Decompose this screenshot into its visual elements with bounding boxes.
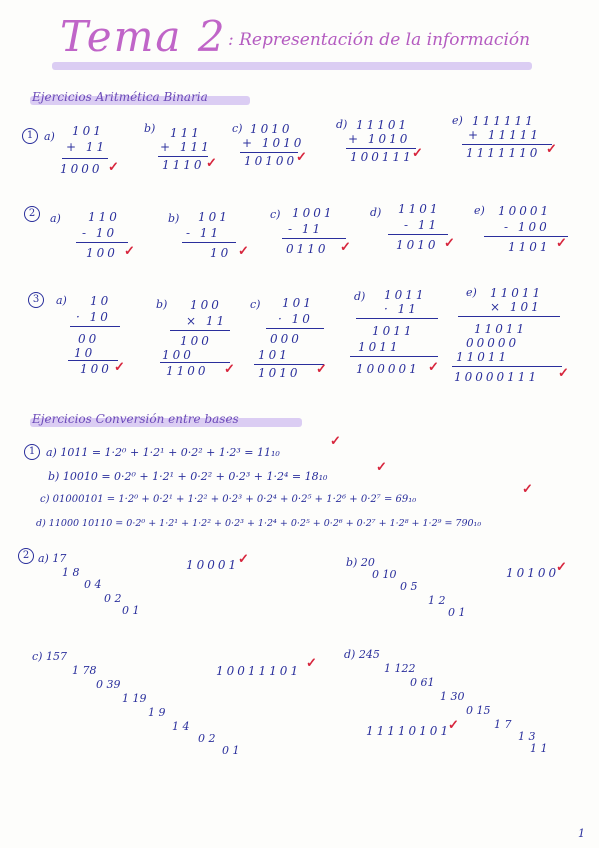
conv2-a-step: 0 1: [122, 604, 140, 617]
ex1-e-row2: + 11111: [468, 128, 542, 142]
ex3-e-result: 10000111: [454, 370, 540, 384]
ex2-c-label: c): [270, 208, 281, 221]
ex3-e-row4: 00000: [466, 336, 520, 350]
ex3-a-row4: 10: [74, 346, 96, 360]
ex3-d-rule: [356, 318, 438, 319]
ex3-e-rule: [458, 316, 560, 317]
conv2-c-step: 0 1: [222, 744, 240, 757]
check-icon: ✓: [330, 434, 341, 449]
conv2-d-step: 1 122: [384, 662, 416, 675]
ex3-e-label: e): [466, 286, 477, 299]
ex3-d-row1: 1011: [384, 288, 427, 302]
ex3-number: 3: [28, 292, 44, 308]
check-icon: ✓: [546, 142, 557, 157]
ex3-b-rule2: [160, 362, 230, 363]
ex1-a-label: a): [44, 130, 55, 143]
conv2-d-step: 1 30: [440, 690, 465, 703]
ex1-e-row1: 111111: [472, 114, 536, 128]
ex2-b-label: b): [168, 212, 180, 225]
ex2-d-row1: 1101: [398, 202, 441, 216]
ex3-e-row1: 11011: [490, 286, 544, 300]
conv2-number: 2: [18, 548, 34, 564]
ex3-b-row2: × 11: [186, 314, 228, 328]
ex1-c-label: c): [232, 122, 243, 135]
ex3-d-label: d): [354, 290, 366, 303]
ex2-e-row1: 10001: [498, 204, 552, 218]
ex3-b-row1: 100: [190, 298, 222, 312]
ex1-number: 1: [22, 128, 38, 144]
ex3-a-row1: 10: [90, 294, 112, 308]
ex2-e-label: e): [474, 204, 485, 217]
ex3-d-row2: · 11: [384, 302, 419, 316]
conv2-a-step: 1 8: [62, 566, 80, 579]
ex2-a-label: a): [50, 212, 61, 225]
conv1-a: a) 1011 = 1·2⁰ + 1·2¹ + 0·2² + 1·2³ = 11₁₀: [46, 446, 280, 459]
ex2-d-rule: [388, 234, 448, 235]
ex2-c-rule: [282, 238, 346, 239]
ex3-d-row3: 1011: [372, 324, 415, 338]
ex2-b-row2: - 11: [186, 226, 222, 240]
check-icon: ✓: [412, 146, 423, 161]
ex1-c-row2: + 1010: [242, 136, 305, 150]
ex1-d-rule: [346, 148, 416, 149]
check-icon: ✓: [558, 366, 569, 381]
ex3-c-label: c): [250, 298, 261, 311]
ex2-b-row1: 101: [198, 210, 230, 224]
ex1-c-rule: [240, 152, 298, 153]
ex1-a-result: 1000: [60, 162, 103, 176]
conv2-c-step: 1 4: [172, 720, 190, 733]
ex2-a-rule: [76, 242, 128, 243]
ex1-e-label: e): [452, 114, 463, 127]
ex3-a-rule2: [68, 360, 118, 361]
ex3-d-rule2: [350, 356, 438, 357]
ex3-e-row3: 11011: [474, 322, 528, 336]
conv1-number: 1: [24, 444, 40, 460]
ex3-b-rule: [170, 330, 230, 331]
conv2-b-step: 0 5: [400, 580, 418, 593]
ex2-d-result: 1010: [396, 238, 439, 252]
conv2-b-result: 10100: [506, 566, 560, 580]
ex1-b-rule: [158, 156, 208, 157]
ex1-d-row2: + 1010: [348, 132, 411, 146]
ex1-d-label: d): [336, 118, 348, 131]
conv2-c-step: 1 78: [72, 664, 97, 677]
ex3-d-result: 100001: [356, 362, 420, 376]
ex3-a-label: a): [56, 294, 67, 307]
ex1-c-row1: 1010: [250, 122, 293, 136]
ex3-e-rule2: [452, 366, 562, 367]
check-icon: ✓: [108, 160, 119, 175]
check-icon: ✓: [114, 360, 125, 375]
check-icon: ✓: [448, 718, 459, 733]
check-icon: ✓: [376, 460, 387, 475]
ex3-e-row2: × 101: [490, 300, 542, 314]
check-icon: ✓: [556, 560, 567, 575]
check-icon: ✓: [444, 236, 455, 251]
ex3-c-rule2: [254, 364, 324, 365]
ex1-d-row1: 11101: [356, 118, 410, 132]
conv2-d-label: d) 245: [344, 648, 380, 661]
conv2-a-step: 0 4: [84, 578, 102, 591]
ex1-e-rule: [462, 144, 552, 145]
ex3-c-result: 1010: [258, 366, 301, 380]
ex1-a-row1: 101: [72, 124, 104, 138]
ex1-b-row1: 111: [170, 126, 202, 140]
check-icon: ✓: [238, 244, 249, 259]
check-icon: ✓: [296, 150, 307, 165]
ex2-d-label: d): [370, 206, 382, 219]
ex1-b-row2: + 111: [160, 140, 212, 154]
conv2-c-step: 1 9: [148, 706, 166, 719]
conv2-d-step: 0 61: [410, 676, 435, 689]
conv2-d-step: 1 1: [530, 742, 548, 755]
ex2-c-result: 0110: [286, 242, 329, 256]
ex2-number: 2: [24, 206, 40, 222]
title-highlight: [52, 62, 532, 70]
ex1-a-row2: + 11: [66, 140, 108, 154]
check-icon: ✓: [316, 362, 327, 377]
ex1-a-rule: [62, 158, 108, 159]
check-icon: ✓: [522, 482, 533, 497]
ex2-e-row2: - 100: [504, 220, 550, 234]
ex1-b-label: b): [144, 122, 156, 135]
ex3-c-row3: 000: [270, 332, 302, 346]
page-title: Tema 2: [60, 12, 227, 61]
conv1-d: d) 11000 10110 = 0·2⁰ + 1·2¹ + 1·2² + 0·2³ + 1·2⁴ + 0·2⁵ + 0·2⁶ + 0·2⁷ + 1·2⁸ + 1·2⁹ = 790₁₀: [36, 518, 482, 529]
ex3-a-row2: · 10: [76, 310, 111, 324]
ex2-c-row2: - 11: [288, 222, 324, 236]
conv2-b-label: b) 20: [346, 556, 375, 569]
ex2-a-row1: 110: [88, 210, 120, 224]
ex2-b-rule: [182, 242, 236, 243]
check-icon: ✓: [124, 244, 135, 259]
ex2-a-result: 100: [86, 246, 118, 260]
conv2-d-result: 11110101: [366, 724, 452, 738]
check-icon: ✓: [428, 360, 439, 375]
ex3-b-row3: 100: [180, 334, 212, 348]
ex3-c-rule: [266, 328, 324, 329]
check-icon: ✓: [206, 156, 217, 171]
check-icon: ✓: [224, 362, 235, 377]
ex3-c-row1: 101: [282, 296, 314, 310]
ex1-e-result: 1111110: [466, 146, 541, 160]
conv2-b-step: 0 1: [448, 606, 466, 619]
section2-heading: Ejercicios Conversión entre bases: [32, 412, 239, 426]
ex2-a-row2: - 10: [82, 226, 118, 240]
check-icon: ✓: [340, 240, 351, 255]
ex3-a-row3: 00: [78, 332, 100, 346]
conv2-c-step: 1 19: [122, 692, 147, 705]
ex2-b-result: 10: [210, 246, 232, 260]
ex2-d-row2: - 11: [404, 218, 440, 232]
ex1-d-result: 100111: [350, 150, 414, 164]
section1-heading: Ejercicios Aritmética Binaria: [32, 90, 208, 104]
conv2-a-step: 0 2: [104, 592, 122, 605]
ex3-b-result: 1100: [166, 364, 209, 378]
ex2-c-row1: 1001: [292, 206, 335, 220]
conv2-c-result: 10011101: [216, 664, 302, 678]
conv1-b: b) 10010 = 0·2⁰ + 1·2¹ + 0·2² + 0·2³ + 1·2⁴ = 18₁₀: [48, 470, 328, 483]
page-number: 1: [578, 827, 585, 840]
conv2-a-result: 10001: [186, 558, 240, 572]
ex3-d-row4: 1011: [358, 340, 401, 354]
check-icon: ✓: [238, 552, 249, 567]
ex3-e-row5: 11011: [456, 350, 510, 364]
ex1-c-result: 10100: [244, 154, 298, 168]
ex3-b-row4: 100: [162, 348, 194, 362]
conv2-d-step: 0 15: [466, 704, 491, 717]
ex2-e-result: 1101: [508, 240, 551, 254]
ex3-c-row2: · 10: [278, 312, 313, 326]
conv2-c-step: 0 2: [198, 732, 216, 745]
conv2-d-step: 1 3: [518, 730, 536, 743]
conv1-c: c) 01000101 = 1·2⁰ + 0·2¹ + 1·2² + 0·2³ + 0·2⁴ + 0·2⁵ + 1·2⁶ + 0·2⁷ = 69₁₀: [40, 494, 417, 505]
conv2-a-label: a) 17: [38, 552, 67, 565]
conv2-b-step: 0 10: [372, 568, 397, 581]
ex1-b-result: 1110: [162, 158, 205, 172]
conv2-d-step: 1 7: [494, 718, 512, 731]
check-icon: ✓: [556, 236, 567, 251]
ex3-a-rule: [70, 326, 120, 327]
check-icon: ✓: [306, 656, 317, 671]
ex3-b-label: b): [156, 298, 168, 311]
conv2-c-label: c) 157: [32, 650, 67, 663]
conv2-b-step: 1 2: [428, 594, 446, 607]
page-subtitle: : Representación de la información: [228, 30, 531, 50]
conv2-c-step: 0 39: [96, 678, 121, 691]
ex3-c-row4: 101: [258, 348, 290, 362]
ex3-a-result: 100: [80, 362, 112, 376]
